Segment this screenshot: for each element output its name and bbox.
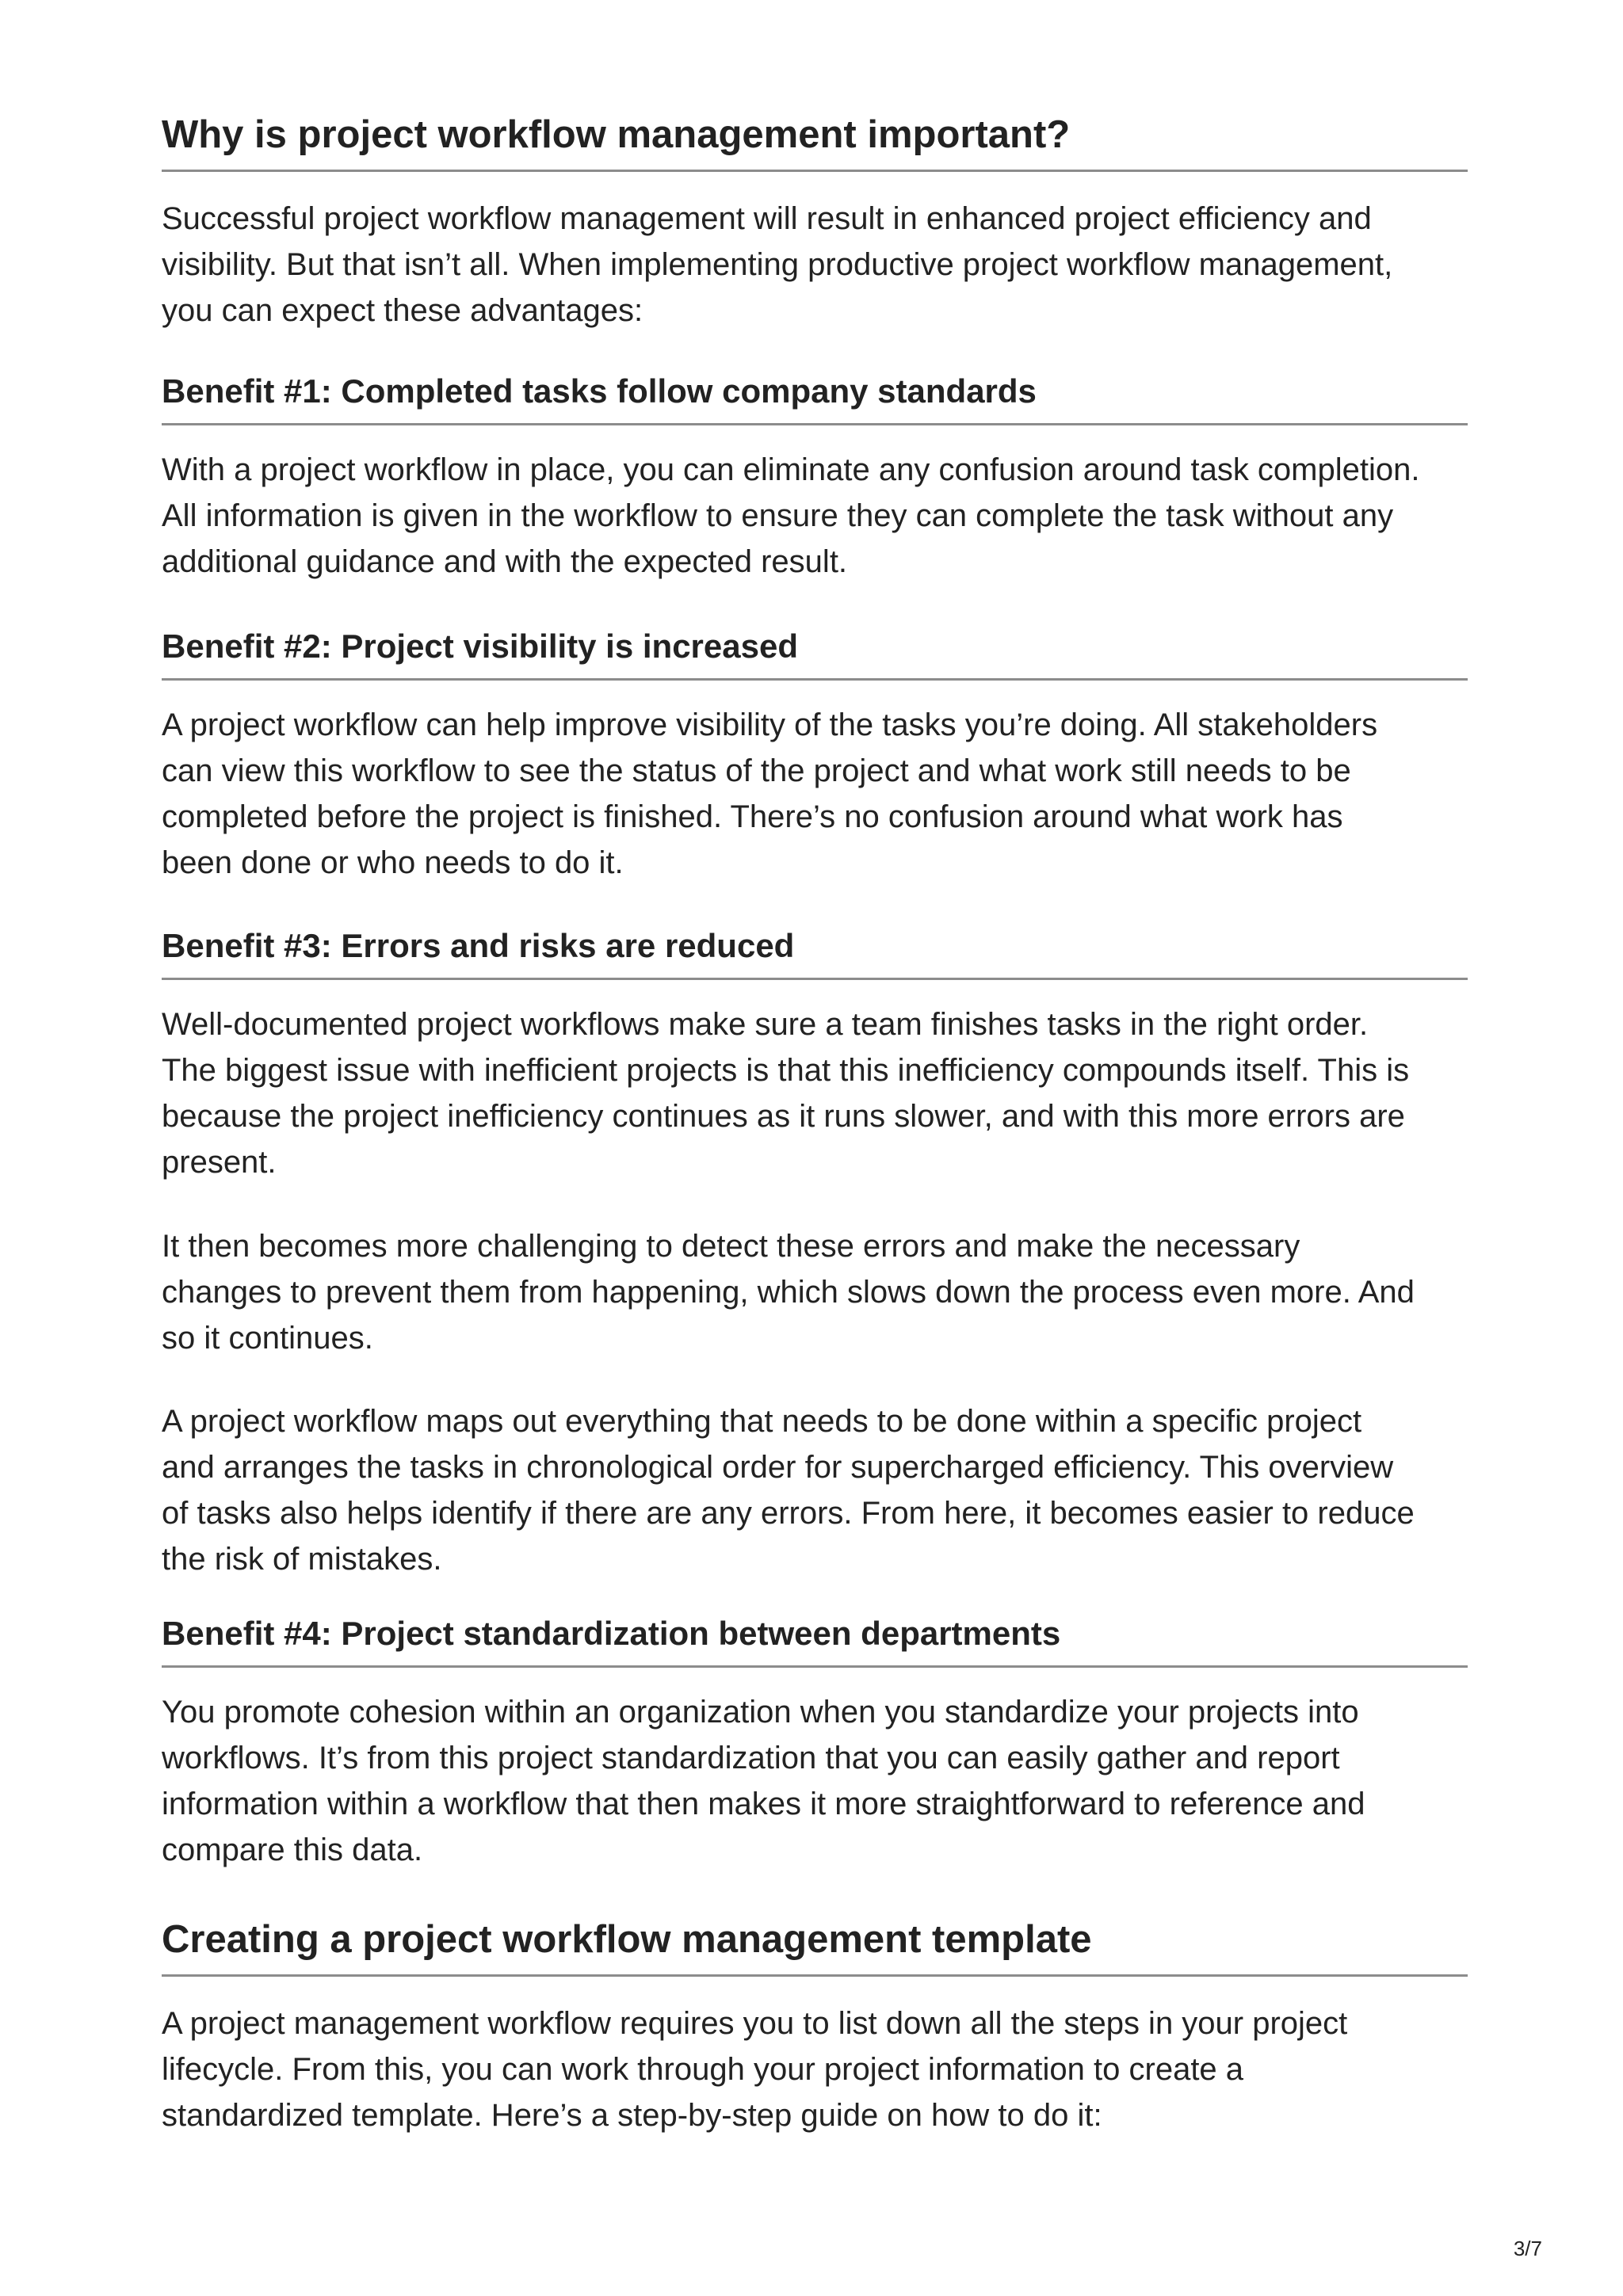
section-heading: Benefit #3: Errors and risks are reduced: [162, 925, 1468, 980]
section-why-important: [162, 111, 1468, 328]
section-heading: Creating a project workflow management template: [162, 1916, 1468, 1977]
section-heading: Why is project workflow management important?: [162, 111, 1468, 172]
paragraph: A project workflow can help improve visibility of the tasks you’re doing. All stakeholders can view this workflow to see the status of the project and what work still needs to be completed before the project is finished. There’s no confusion around what work has been done or who needs to do it.: [162, 707, 1378, 880]
section-benefit-2: [162, 626, 1468, 880]
paragraph: Successful project workflow management will result in enhanced project efficiency and visibility. But that isn’t all. When implementing productive project workflow management, you can expect these advantages:: [162, 201, 1393, 328]
section-heading: Benefit #4: Project standardization between departments: [162, 1613, 1468, 1668]
paragraph: It then becomes more challenging to detect these errors and make the necessary changes to prevent them from happening, which slows down the process even more. And so it continues.: [162, 1229, 1415, 1356]
section-creating-template: [162, 1916, 1468, 2133]
section-benefit-4: [162, 1613, 1468, 1867]
paragraph: You promote cohesion within an organization when you standardize your projects into workflows. It’s from this project standardization that you can easily gather and report information within a workflow that then makes it more straightforward to reference and compare this data.: [162, 1695, 1365, 1867]
paragraph: With a project workflow in place, you can eliminate any confusion around task completion. All information is given in the workflow to ensure they can complete the task without any additional guidance and with the expected result.: [162, 452, 1420, 579]
section-benefit-3: [162, 925, 1468, 1577]
paragraph: Well-documented project workflows make sure a team finishes tasks in the right order. The biggest issue with inefficient projects is that this inefficiency compounds itself. This is because the project inefficiency continues as it runs slower, and with this more errors are present.: [162, 1007, 1410, 1180]
section-benefit-1: [162, 371, 1468, 579]
section-heading: Benefit #1: Completed tasks follow company standards: [162, 371, 1468, 425]
paragraph: A project management workflow requires you to list down all the steps in your project lifecycle. From this, you can work through your project information to create a standardized template. Here’s a step-by-step guide on how to do it:: [162, 2006, 1348, 2133]
paragraph: A project workflow maps out everything that needs to be done within a specific project and arranges the tasks in chronological order for supercharged efficiency. This overview of tasks also helps identify if there are any errors. From here, it becomes easier to reduce the risk of mistakes.: [162, 1404, 1415, 1577]
section-heading: Benefit #2: Project visibility is increased: [162, 626, 1468, 681]
page-number: 3/7: [1513, 2237, 1542, 2260]
